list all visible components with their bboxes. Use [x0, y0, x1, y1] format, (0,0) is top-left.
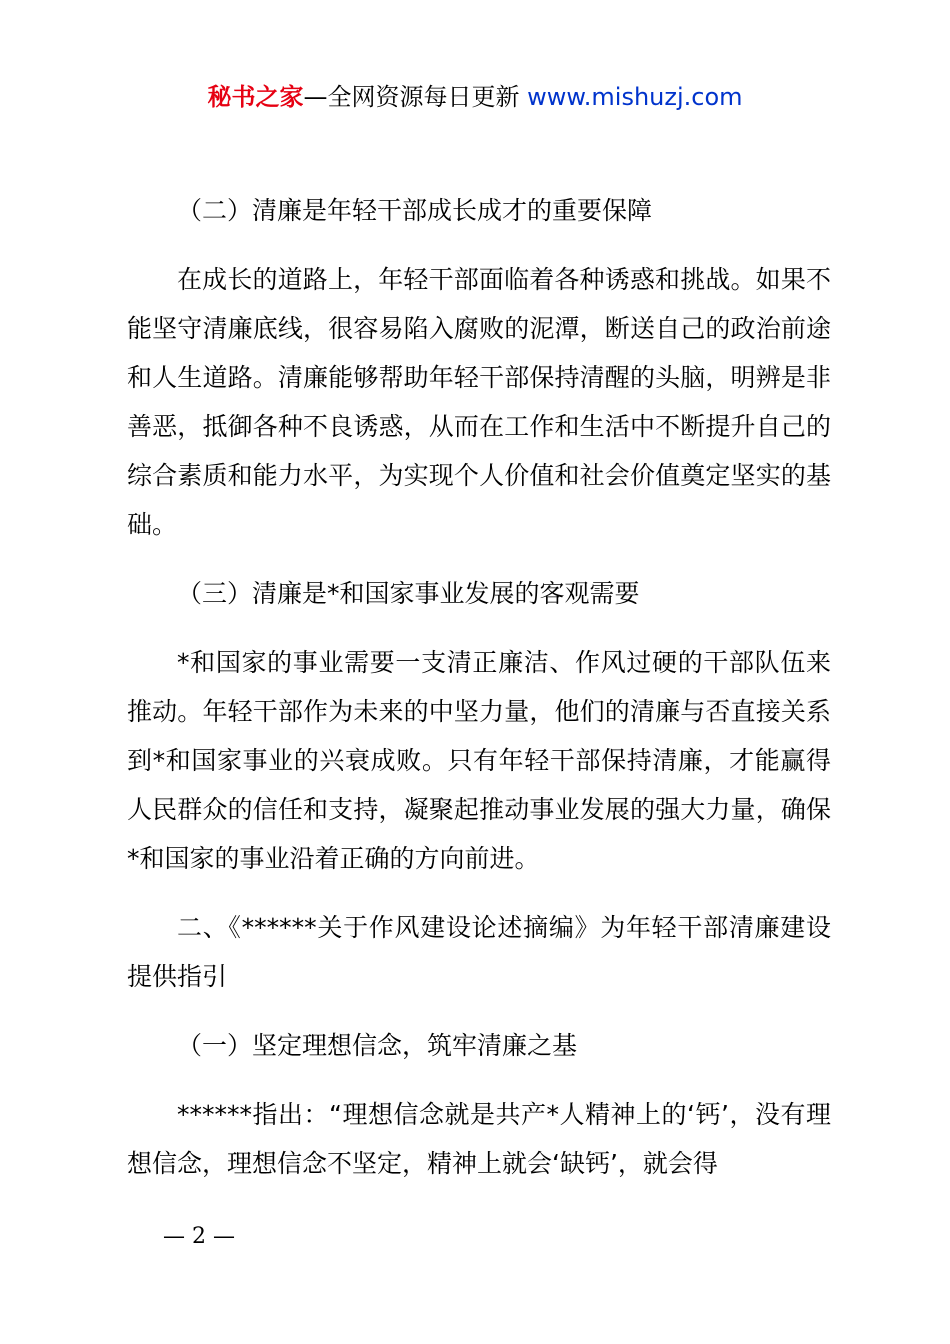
chapter-heading: 二、《******关于作风建设论述摘编》为年轻干部清廉建设提供指引	[127, 913, 831, 991]
body-paragraph: ******指出：“理想信念就是共产*人精神上的‘钙’，没有理想信念，理想信念不坚定，精神上就会‘缺钙’，就会得	[127, 1100, 831, 1178]
body-paragraph: *和国家的事业需要一支清正廉洁、作风过硬的干部队伍来推动。年轻干部作为未来的中坚力量，他们的清廉与否直接关系到*和国家事业的兴衰成败。只有年轻干部保持清廉，才能赢得人民群众的信任和支持，凝聚起推动事业发展的强大力量，确保*和国家的事业沿着正确的方向前进。	[127, 648, 831, 873]
section-heading: （一）坚定理想信念，筑牢清廉之基	[177, 1031, 578, 1060]
site-banner	[0, 80, 950, 114]
page-number: — 2 —	[163, 1224, 235, 1249]
body-paragraph: 在成长的道路上，年轻干部面临着各种诱惑和挑战。如果不能坚守清廉底线，很容易陷入腐败的泥潭，断送自己的政治前途和人生道路。清廉能够帮助年轻干部保持清醒的头脑，明辨是非善恶，抵御各种不良诱惑，从而在工作和生活中不断提升自己的综合素质和能力水平，为实现个人价值和社会价值奠定坚实的基础。	[127, 265, 831, 539]
site-url-link[interactable]: www.mishuzj.com	[527, 83, 743, 111]
site-brand: 秘书之家	[207, 83, 304, 111]
section-heading: （三）清廉是*和国家事业发展的客观需要	[177, 579, 640, 608]
section-heading: （二）清廉是年轻干部成长成才的重要保障	[177, 196, 653, 225]
document-body	[127, 186, 831, 1208]
site-tagline: —全网资源每日更新	[303, 83, 528, 111]
